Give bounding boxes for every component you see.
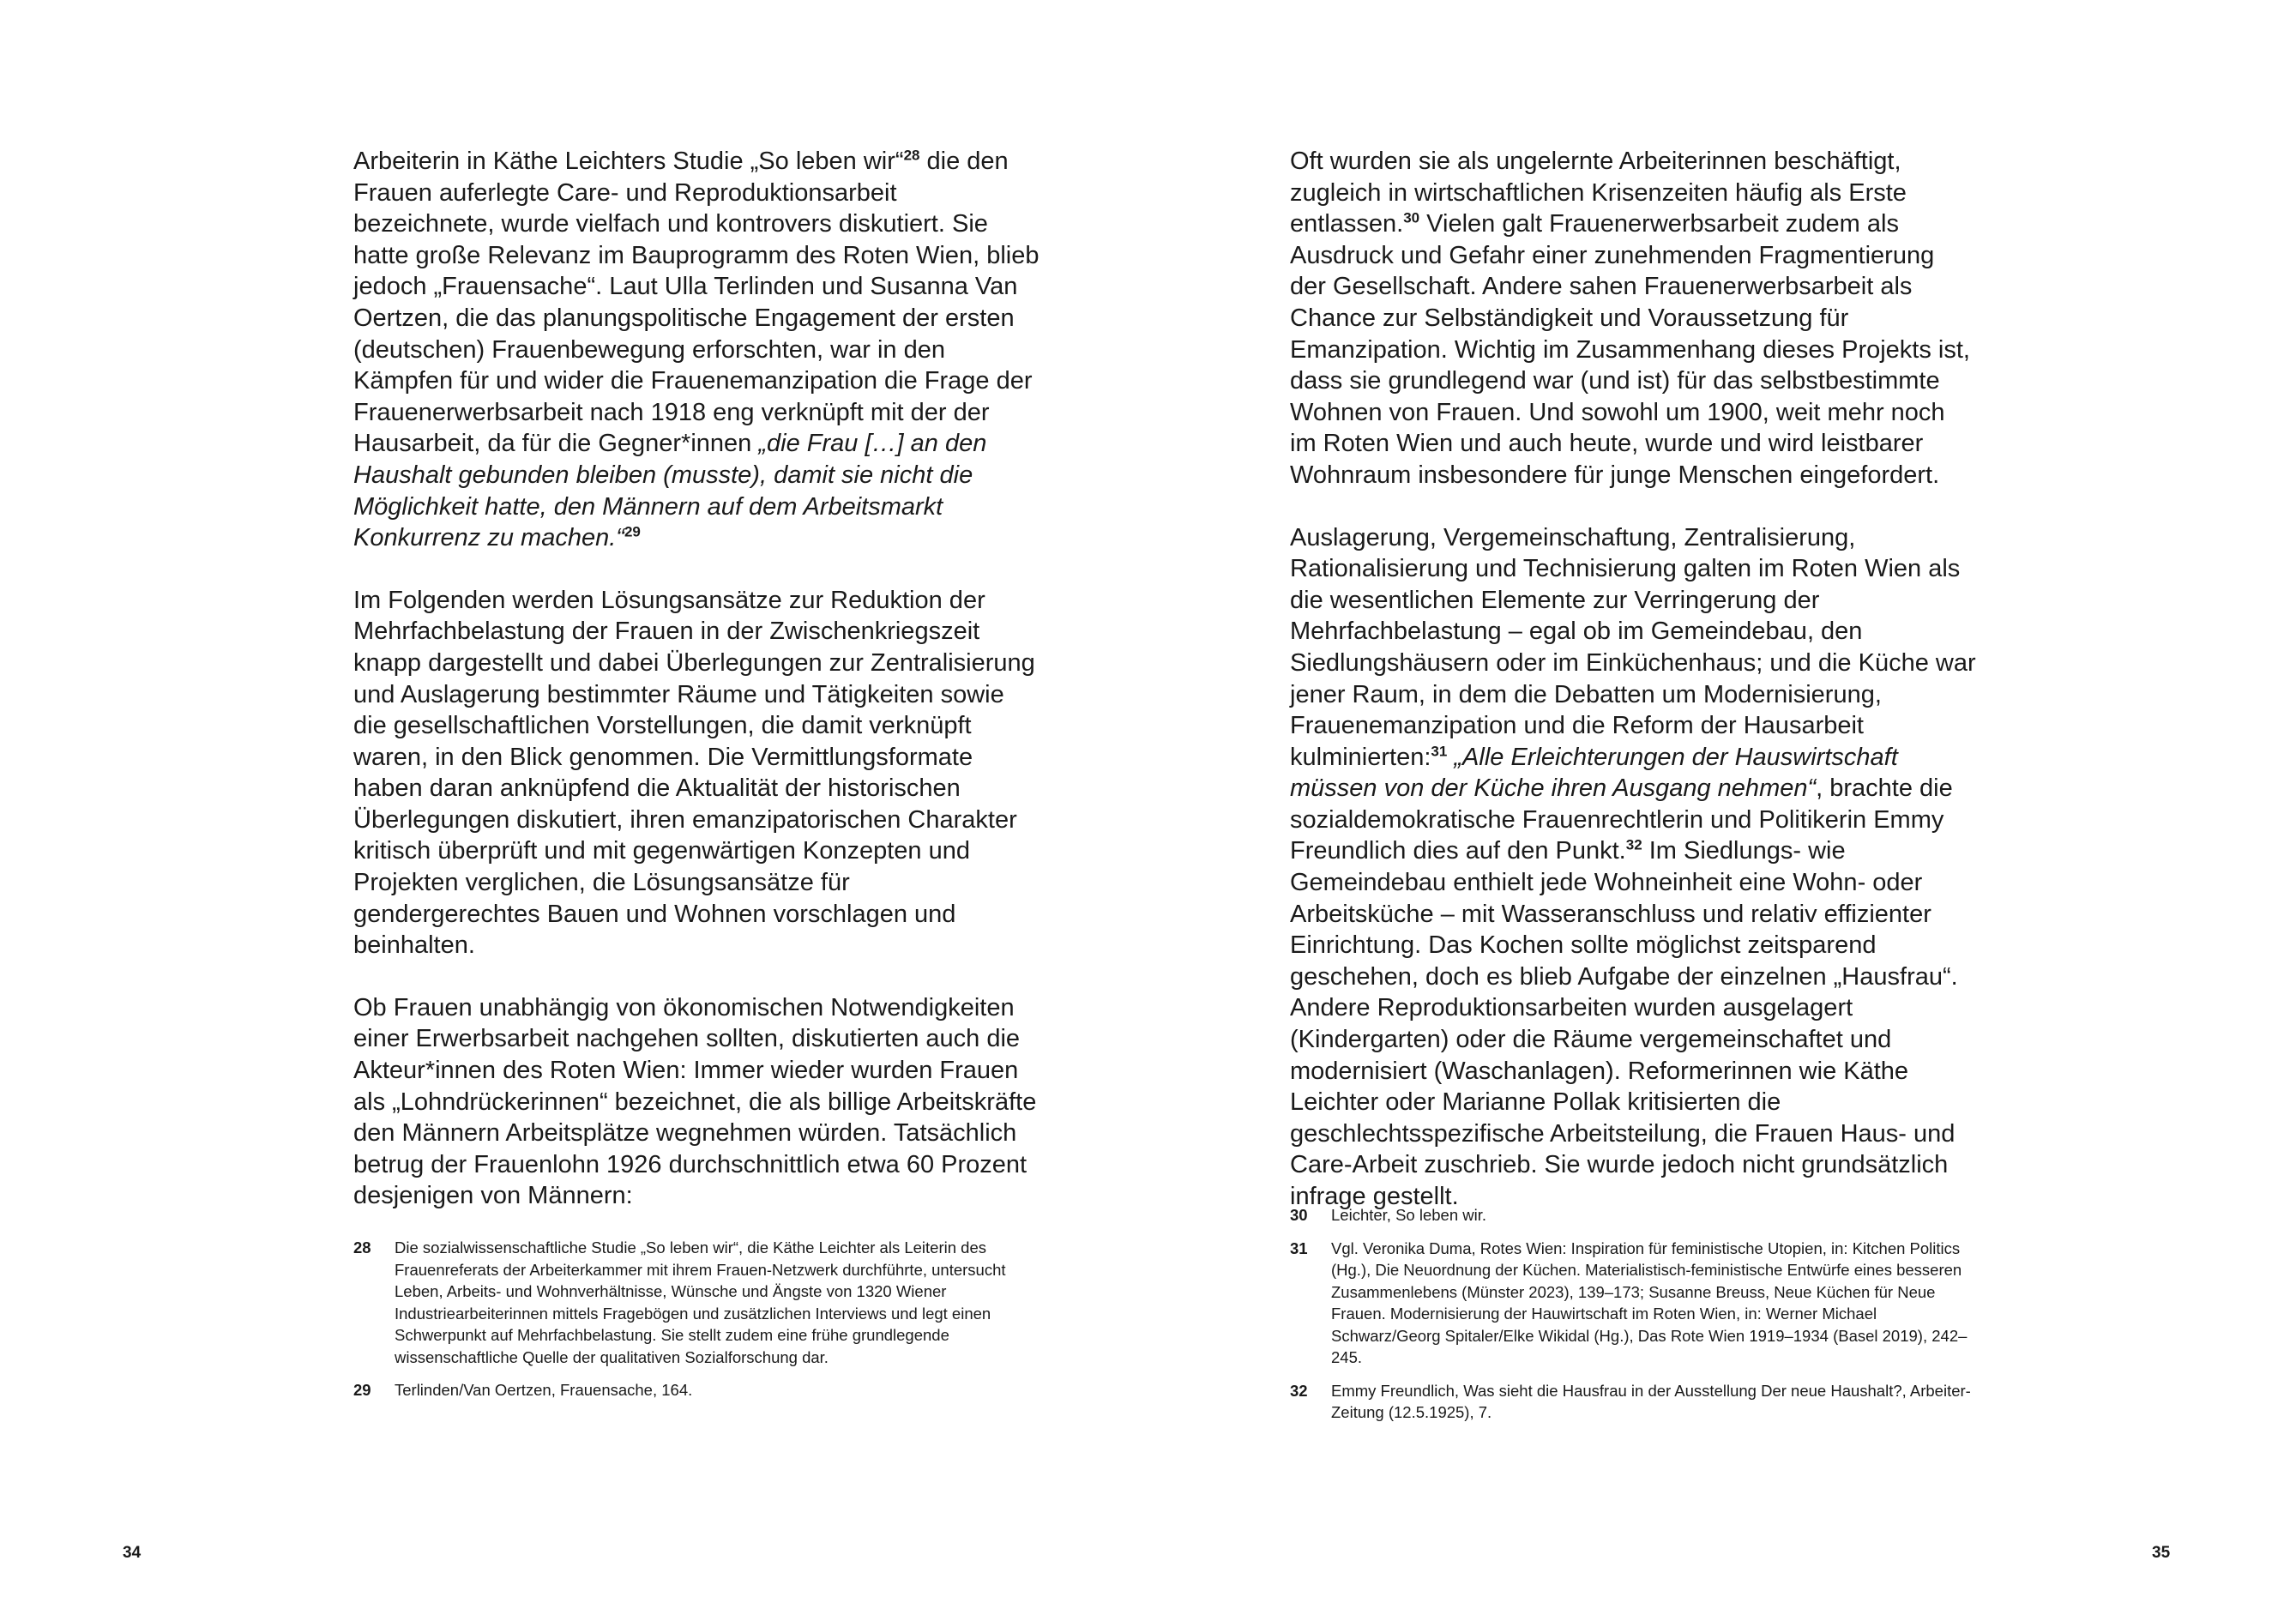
paragraph: Im Folgenden werden Lösungsansätze zur Reduktion der Mehrfachbelastung der Frauen in der Zwischenkriegszeit knapp dargestellt und dabei Überlegungen zur Zentralisierung und Auslagerung bestimmter Räume und Tätigkeiten sowie die gesellschaftlichen Vorstellungen, die damit verknüpft waren, in den Blick genommen. Die Vermittlungsformate haben daran anknüpfend die Aktualität der historischen Überlegungen diskutiert, ihren emanzipatorischen Charakter kritisch überprüft und mit gegenwärtigen Konzepten und Projekten verglichen, die Lösungsansätze für gendergerechtes Bauen und Wohnen vorschlagen und beinhalten. [353, 586, 1035, 960]
footnote-number: 30 [1290, 1206, 1308, 1224]
footnotes [353, 1237, 1040, 1413]
footnote-ref[interactable]: 29 [624, 523, 641, 540]
footnote-number: 32 [1290, 1381, 1308, 1400]
footnote-number: 28 [353, 1238, 371, 1256]
footnote [353, 1237, 1040, 1368]
footnote-text: Vgl. Veronika Duma, Rotes Wien: Inspiration für feministische Utopien, in: Kitchen Politics (Hg.), Die Neuordnung der Küchen. Materialistisch-feministische Entwürfe eines besseren Zusammenlebens (Münster 2023), 139–173; Susanne Breuss, Neue Küchen für Neue Frauen. Modernisierung der Hauwirtschaft im Roten Wien, in: Werner Michael Schwarz/Georg Spitaler/Elke Wikidal (Hg.), Das Rote Wien 1919–1934 (Basel 2019), 242–245. [1331, 1238, 1968, 1366]
main-text [353, 146, 1040, 1212]
footnotes [1290, 1204, 1976, 1435]
paragraph: Ob Frauen unabhängig von ökonomischen Notwendigkeiten einer Erwerbsarbeit nachgehen sollten, diskutierten auch die Akteur*innen des Roten Wien: Immer wieder wurden Frauen als „Lohndrückerinnen“ bezeichnet, die als billige Arbeitskräfte den Männern Arbeitsplätze wegnehmen würden. Tatsächlich betrug der Frauenlohn 1926 durchschnittlich etwa 60 Prozent desjenigen von Männern: [353, 993, 1037, 1210]
paragraph: Auslagerung, Vergemeinschaftung, Zentralisierung, Rationalisierung und Technisierung galten im Roten Wien als die wesentlichen Elemente zur Verringerung der Mehrfachbelastung – egal ob im Gemeindebau, den Siedlungshäusern oder im Einküchenhaus; und die Küche war jener Raum, in dem die Debatten um Modernisierung, Frauenemanzipation und die Reform der Hausarbeit kulminierten:$^{31}$ „Alle Erleichterungen der Hauswirtschaft müssen von der Küche ihren Ausgang nehmen“, brachte die sozialdemokratische Frauenrechtlerin und Politikerin Emmy Freundlich dies auf den Punkt.$^{32}$ Im Siedlungs- wie Gemeindebau enthielt jede Wohneinheit eine Wohn- oder Arbeitsküche – mit Wasseranschluss und relativ effizienter Einrichtung. Das Kochen sollte möglichst zeitsparend geschehen, doch es blieb Aufgabe der einzelnen „Hausfrau“. Andere Reproduktionsarbeiten wurden ausgelagert (Kindergarten) oder die Räume vergemeinschaftet und modernisiert (Waschanlagen). Reformerinnen wie Käthe Leichter oder Marianne Pollak kritisierten die geschlechtsspezifische Arbeitsteilung, die Frauen Haus- und Care-Arbeit zuschrieb. Sie wurde jedoch nicht grundsätzlich infrage gestellt. [1290, 523, 1976, 1210]
paragraph: Arbeiterin in Käthe Leichters Studie „So leben wir“$^{28}$ die den Frauen auferlegte Care- und Reproduktionsarbeit bezeichnete, wurde vielfach und kontrovers diskutiert. Sie hatte große Relevanz im Bauprogramm des Roten Wien, blieb jedoch „Frauensache“. Laut Ulla Terlinden und Susanna Van Oertzen, die das planungspolitische Engagement der ersten (deutschen) Frauenbewegung erforschten, war in den Kämpfen für und wider die Frauenemanzipation die Frage der Frauenerwerbsarbeit nach 1918 eng verknüpft mit der der Hausarbeit, da für die Gegner*innen „die Frau […] an den Haushalt gebunden bleiben (musste), damit sie nicht die Möglichkeit hatte, den Männern auf dem Arbeitsmarkt Konkurrenz zu machen.“$^{29}$ [353, 147, 1040, 552]
footnote-text: Emmy Freundlich, Was sieht die Hausfrau in der Ausstellung Der neue Haushalt?, Arbeiter-Zeitung (12.5.1925), 7. [1331, 1381, 1971, 1421]
footnote-text: Leichter, So leben wir. [1331, 1206, 1486, 1224]
footnote-number: 31 [1290, 1238, 1308, 1257]
footnote-ref[interactable]: 32 [1625, 836, 1642, 853]
quote: „Alle Erleichterungen der Hauswirtschaft müssen von der Küche ihren Ausgang nehmen“ [1290, 743, 1898, 803]
footnote-ref[interactable]: 30 [1403, 209, 1420, 226]
page-number: 34 [123, 1544, 142, 1562]
footnote [353, 1379, 1040, 1401]
footnote [1290, 1204, 1976, 1226]
footnote-text: Terlinden/Van Oertzen, Frauensache, 164. [395, 1381, 693, 1399]
page-number: 35 [2152, 1544, 2171, 1562]
footnote-ref[interactable]: 28 [903, 147, 920, 164]
footnote-ref[interactable]: 31 [1431, 743, 1448, 760]
footnote-text: Die sozialwissenschaftliche Studie „So leben wir“, die Käthe Leichter als Leiterin des Frauenreferats der Arbeiterkammer mit ihrem Frauen-Netzwerk durchführte, untersucht Leben, Arbeits- und Wohnverhältnisse, Wünsche und Ängste von 1320 Wiener Industriearbeiterinnen mittels Fragebögen und zusätzlichen Interviews und legt einen Schwerpunkt auf Mehrfachbelastung. Sie stellt zudem eine frühe grundlegende wissenschaftliche Quelle der qualitativen Sozialforschung dar. [395, 1238, 1006, 1366]
footnote [1290, 1380, 1976, 1424]
paragraph: Oft wurden sie als ungelernte Arbeiterinnen beschäftigt, zugleich in wirtschaftlichen Krisenzeiten häufig als Erste entlassen.$^{30}$ Vielen galt Frauenerwerbsarbeit zudem als Ausdruck und Gefahr einer zunehmenden Fragmentierung der Gesellschaft. Andere sahen Frauenerwerbsarbeit als Chance zur Selbständigkeit und Voraussetzung für Emanzipation. Wichtig im Zusammenhang dieses Projekts ist, dass sie grundlegend war (und ist) für das selbstbestimmte Wohnen von Frauen. Und sowohl um 1900, weit mehr noch im Roten Wien und auch heute, wurde und wird leistbarer Wohnraum insbesondere für junge Menschen eingefordert. [1290, 148, 1970, 489]
right-page [1148, 0, 2296, 1621]
quote: „die Frau […] an den Haushalt gebunden bleiben (musste), damit sie nicht die Möglichkeit hatte, den Männern auf dem Arbeitsmarkt Konkurrenz zu machen.“ [353, 430, 987, 552]
main-text [1290, 146, 1976, 1213]
footnote-number: 29 [353, 1381, 371, 1399]
footnote [1290, 1238, 1976, 1369]
